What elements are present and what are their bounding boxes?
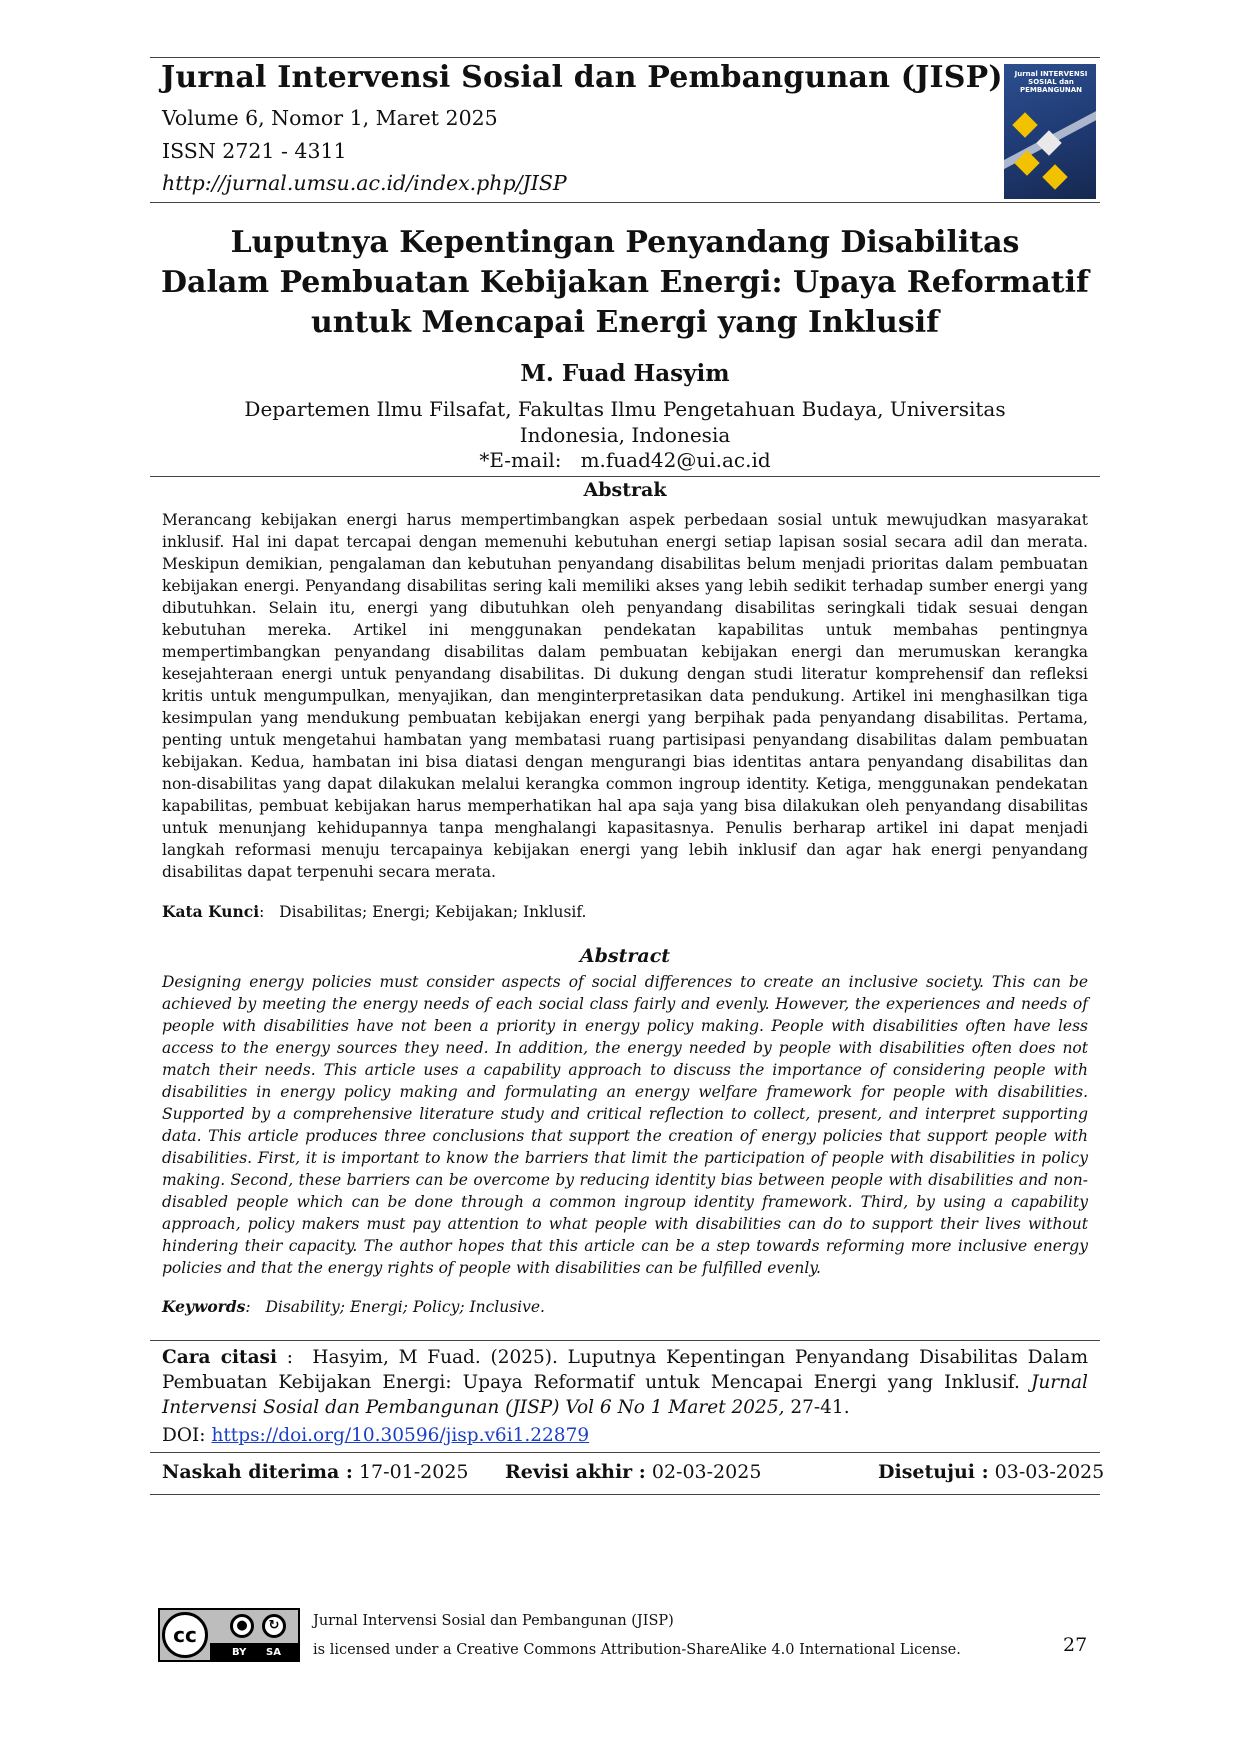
received-label: Naskah diterima : [162,1461,353,1483]
received-date [162,1461,469,1483]
person-icon: ● [230,1614,254,1638]
abstrak-top-rule [150,476,1100,477]
kata-kunci-values: Disabilitas; Energi; Kebijakan; Inklusif. [279,903,587,921]
email-label: *E-mail: [479,448,562,472]
header-bottom-rule [150,202,1100,203]
abstract-heading: Abstract [579,945,671,967]
kata-kunci-label: Kata Kunci [162,902,260,921]
cc-sa-label: SA [266,1647,281,1658]
cc-license-badge[interactable] [158,1608,300,1662]
journal-volume: Volume 6, Nomor 1, Maret 2025 [162,106,498,130]
citation-text: Hasyim, M Fuad. (2025). Luputnya Kepentingan Penyandang Disabilitas Dalam Pembuatan Kebijakan Energi: Upaya Reformatif untuk Mencapai Energi yang Inklusif. [162,1347,1088,1393]
keywords: Keywords: Disability; Energi; Policy; Inclusive. [162,1297,545,1316]
revised-label: Revisi akhir : [505,1461,646,1483]
cc-label-strip [210,1643,300,1662]
author-name: M. Fuad Hasyim [520,360,730,387]
dates-bottom-rule [150,1494,1100,1495]
header-top-rule [150,57,1100,58]
citation-block: Cara citasi : Hasyim, M Fuad. (2025). Luputnya Kepentingan Penyandang Disabilitas Dalam Pembuatan Kebijakan Energi: Upaya Reformatif untuk Mencapai Energi yang Inklusif. Jurnal Intervensi Sosial dan Pembangunan (JISP) Vol 6 No 1 Maret 2025, 27-41. [162,1347,1088,1418]
citation-journal: Jurnal Intervensi Sosial dan Pembangunan (JISP) Vol 6 No 1 Maret 2025, [162,1372,1088,1418]
received-value: 17-01-2025 [358,1461,469,1483]
dates-top-rule [150,1452,1100,1453]
abstrak-heading: Abstrak [583,479,667,501]
page-number: 27 [1063,1634,1088,1656]
journal-name: Jurnal Intervensi Sosial dan Pembangunan (JISP) [161,60,1003,95]
title-line: Luputnya Kepentingan Penyandang Disabilitas [230,225,1020,260]
doi-line [162,1425,589,1446]
author-email-line [150,448,1100,472]
author-affiliation: Departemen Ilmu Filsafat, Fakultas Ilmu Pengetahuan Budaya, Universitas Indonesia, Indonesia [244,397,1006,447]
accepted-label: Disetujui : [878,1461,989,1483]
cc-icon: cc [162,1612,208,1658]
license-line-1: Jurnal Intervensi Sosial dan Pembangunan (JISP) [313,1613,674,1629]
cover-diamond [1042,164,1067,189]
share-alike-icon: ↻ [262,1614,286,1638]
journal-url[interactable]: http://jurnal.umsu.ac.id/index.php/JISP [162,171,567,195]
accepted-date [878,1461,1104,1483]
journal-issn: ISSN 2721 - 4311 [162,139,347,163]
cover-title: Jurnal INTERVENSI SOSIAL dan PEMBANGUNAN [1014,70,1088,94]
citation-pages: 27-41. [790,1397,850,1418]
keywords-values: Disability; Energi; Policy; Inclusive. [265,1298,545,1316]
citation-top-rule [150,1340,1100,1341]
license-line-2[interactable]: is licensed under a Creative Commons Attribution-ShareAlike 4.0 International License. [313,1642,961,1658]
article-title [150,223,1100,343]
cc-by-label: BY [232,1647,247,1658]
title-line: Dalam Pembuatan Kebijakan Energi: Upaya Reformatif [161,265,1089,300]
abstrak-body: Merancang kebijakan energi harus mempertimbangkan aspek perbedaan sosial untuk mewujudkan masyarakat inklusif. Hal ini dapat tercapai dengan memenuhi kebutuhan energi setiap lapisan sosial secara adil dan merata. Meskipun demikian, pengalaman dan kebutuhan penyandang disabilitas belum menjadi prioritas dalam pembuatan kebijakan energi. Penyandang disabilitas sering kali memiliki akses yang lebih sedikit terhadap sumber energi yang dibutuhkan. Selain itu, energi yang dibutuhkan oleh penyandang disabilitas seringkali tidak sesuai dengan kebutuhan mereka. Artikel ini menggunakan pendekatan kapabilitas untuk membahas pentingnya mempertimbangkan penyandang disabilitas dalam pembuatan kebijakan energi dan merumuskan kerangka kesejahteraan energi untuk penyandang disabilitas. Di dukung dengan studi literatur komprehensif dan refleksi kritis untuk mengumpulkan, menyajikan, dan menginterpretasikan data pendukung. Artikel ini menghasilkan tiga kesimpulan yang mendukung pembuatan kebijakan energi yang berpihak pada penyandang disabilitas. Pertama, penting untuk mengetahui hambatan yang membatasi ruang partisipasi penyandang disabilitas dalam pembuatan kebijakan. Kedua, hambatan ini bisa diatasi dengan mengurangi bias identitas antara penyandang disabilitas dan non-disabilitas yang dapat dilakukan melalui kerangka common ingroup identity. Ketiga, menggunakan pendekatan kapabilitas, pembuat kebijakan harus memperhatikan hal apa saja yang bisa dilakukan oleh penyandang disabilitas untuk menunjang kehidupannya tanpa menghalangi kapasitasnya. Penulis berharap artikel ini dapat menjadi langkah reformasi menuju tercapainya kebijakan energi yang lebih inklusif dan agar hak energi penyandang disabilitas dapat terpenuhi secara merata. [162,511,1088,881]
journal-cover-image [1004,64,1096,199]
kata-kunci: Kata Kunci: Disabilitas; Energi; Kebijakan; Inklusif. [162,902,587,921]
author-email[interactable]: m.fuad42@ui.ac.id [580,448,771,472]
keywords-label: Keywords [162,1297,246,1316]
cover-diamond [1012,112,1037,137]
revised-date [505,1461,761,1483]
accepted-value: 03-03-2025 [994,1461,1105,1483]
doi-label: DOI: [162,1425,206,1446]
doi-link[interactable]: https://doi.org/10.30596/jisp.v6i1.22879 [211,1425,590,1446]
revised-value: 02-03-2025 [651,1461,762,1483]
citation-label: Cara citasi [162,1347,277,1368]
abstract-body: Designing energy policies must consider aspects of social differences to create an inclusive society. This can be achieved by meeting the energy needs of each social class fairly and evenly. However, the experiences and needs of people with disabilities have not been a priority in energy policy making. People with disabilities often have less access to the energy sources they need. In addition, the energy needed by people with disabilities often does not match their needs. This article uses a capability approach to discuss the importance of considering people with disabilities in energy policy making and formulating an energy welfare framework for people with disabilities. Supported by a comprehensive literature study and critical reflection to collect, present, and interpret supporting data. This article produces three conclusions that support the creation of energy policies that support people with disabilities. First, it is important to know the barriers that limit the participation of people with disabilities in policy making. Second, these barriers can be overcome by reducing identity bias between people with disabilities and non-disabled people which can be done through a common ingroup identity framework. Third, by using a capability approach, policy makers must pay attention to what people with disabilities can do to support their lives without hindering their capacity. The author hopes that this article can be a step towards reforming more inclusive energy policies and that the energy rights of people with disabilities can be fulfilled evenly. [162,973,1088,1277]
title-line: untuk Mencapai Energi yang Inklusif [310,305,940,340]
